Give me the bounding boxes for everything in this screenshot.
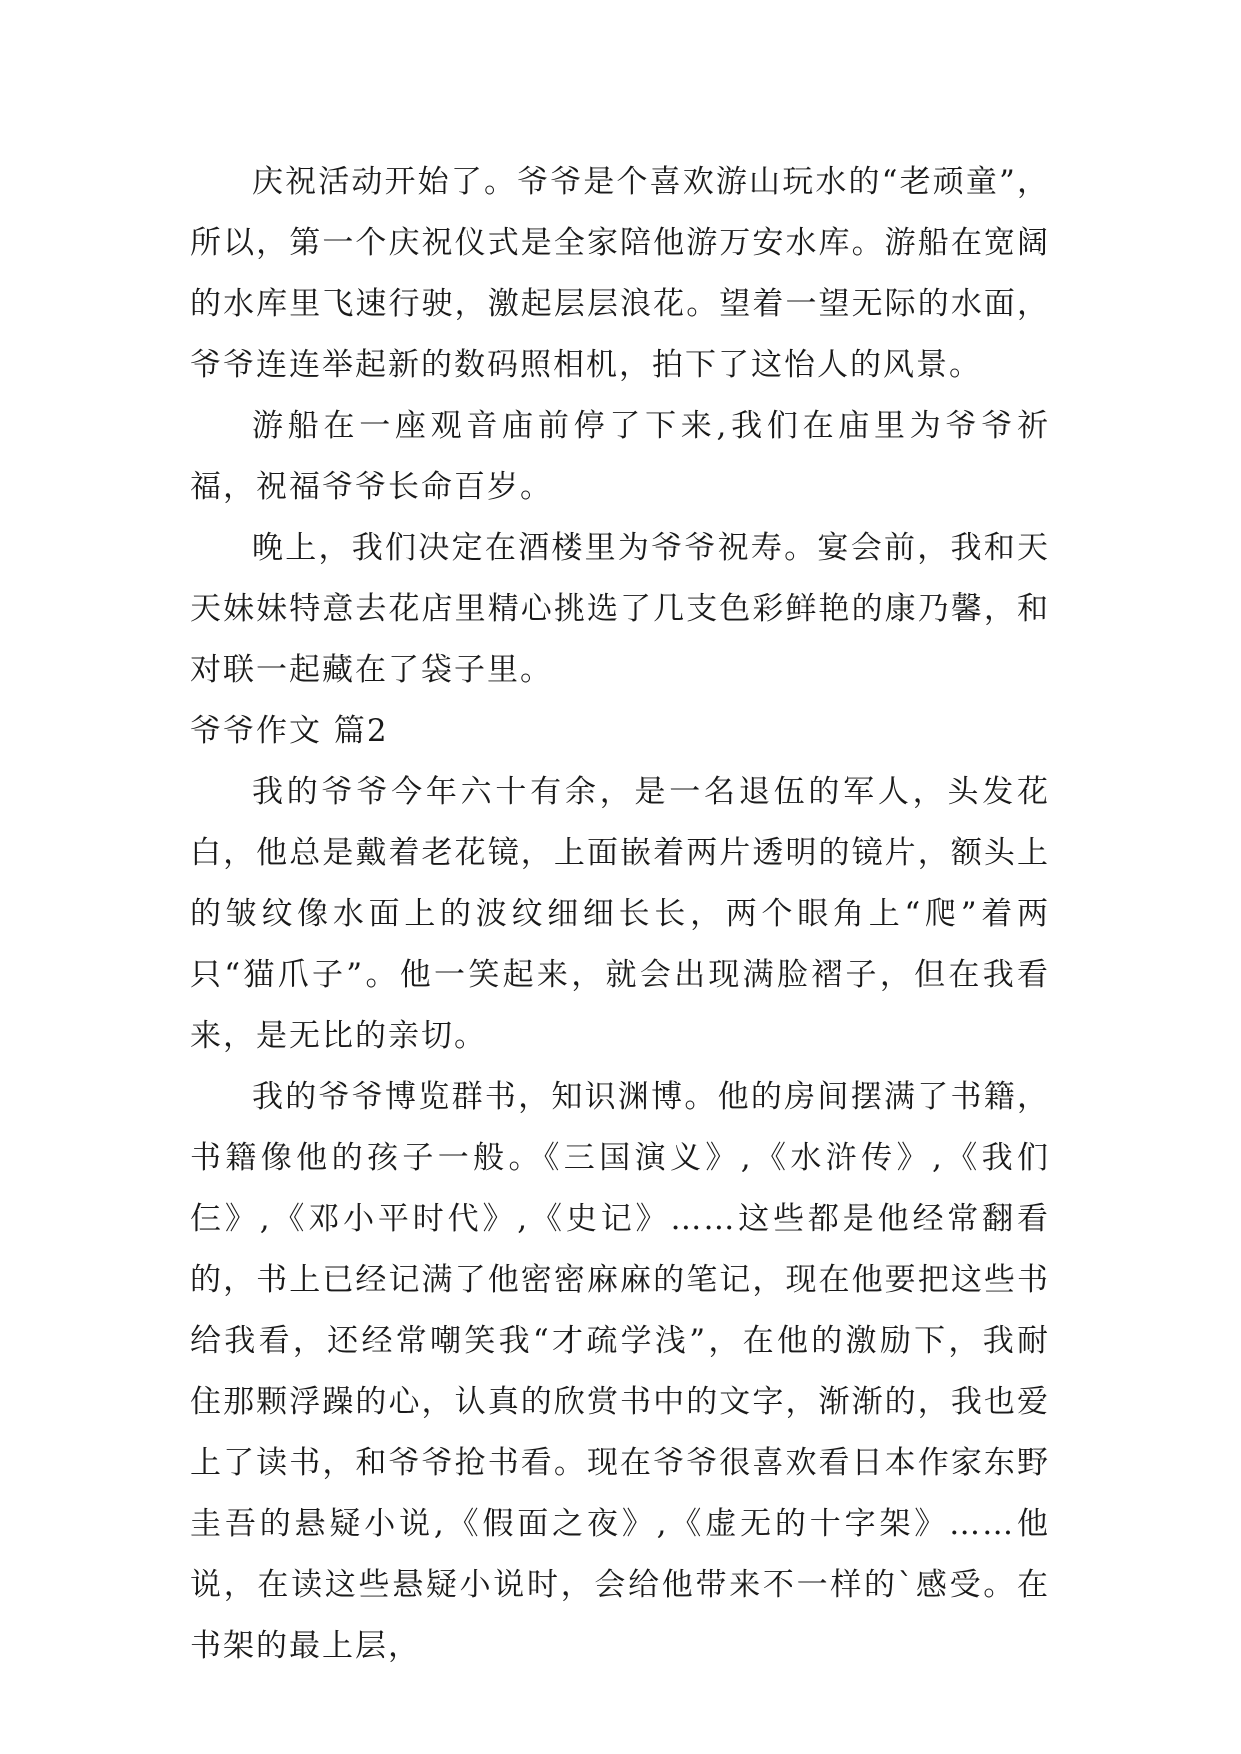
document-page	[190, 152, 1050, 1677]
section-heading: 爷爷作文 篇2	[190, 713, 389, 749]
paragraph-grandpa-appearance: 我的爷爷今年六十有余，是一名退伍的军人，头发花白，他总是戴着老花镜，上面嵌着两片透明的镜片，额头上的皱纹像水面上的波纹细细长长，两个眼角上“爬”着两只“猫爪子”。他一笑起来，就会出现满脸褶子，但在我看来，是无比的亲切。	[190, 774, 1050, 1054]
paragraph-temple-blessing: 游船在一座观音庙前停了下来,我们在庙里为爷爷祈福，祝福爷爷长命百岁。	[190, 408, 1050, 505]
paragraph-grandpa-books: 我的爷爷博览群书，知识渊博。他的房间摆满了书籍，书籍像他的孩子一般。《三国演义》,《水浒传》,《我们仨》,《邓小平时代》,《史记》……这些都是他经常翻看的，书上已经记满了他密密麻麻的笔记，现在他要把这些书给我看，还经常嘲笑我“才疏学浅”，在他的激励下，我耐住那颗浮躁的心，认真的欣赏书中的文字，渐渐的，我也爱上了读书，和爷爷抢书看。现在爷爷很喜欢看日本作家东野圭吾的悬疑小说,《假面之夜》,《虚无的十字架》……他说，在读这些悬疑小说时，会给他带来不一样的`感受。在书架的最上层，	[190, 1079, 1050, 1664]
paragraph-birthday-banquet: 晚上，我们决定在酒楼里为爷爷祝寿。宴会前，我和天天妹妹特意去花店里精心挑选了几支色彩鲜艳的康乃馨，和对联一起藏在了袋子里。	[190, 530, 1050, 688]
paragraph-celebration-start: 庆祝活动开始了。爷爷是个喜欢游山玩水的“老顽童”，所以，第一个庆祝仪式是全家陪他游万安水库。游船在宽阔的水库里飞速行驶，激起层层浪花。望着一望无际的水面，爷爷连连举起新的数码照相机，拍下了这怡人的风景。	[190, 164, 1050, 383]
